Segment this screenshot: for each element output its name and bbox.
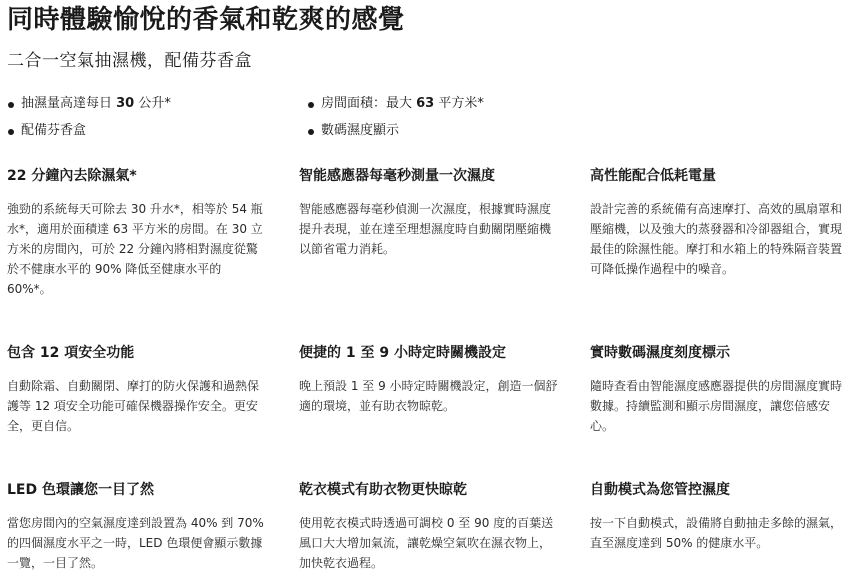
feature-safety (7, 344, 269, 436)
feature-timer (299, 344, 561, 416)
feature-title: 智能感應器每毫秒測量一次濕度 (299, 168, 495, 184)
feature-description: 晚上預設 1 至 9 小時定時關機設定，創造一個舒適的環境，並有助衣物晾乾。 (299, 379, 558, 413)
highlight-text: 數碼濕度顯示 (321, 123, 400, 138)
feature-title: 22 分鐘內去除濕氣* (7, 168, 137, 184)
feature-description: 設計完善的系統備有高速摩打、高效的風扇罩和壓縮機，以及強大的蒸發器和冷卻器組合，實現最佳的除濕性能。摩打和水箱上的特殊隔音裝置可降低操作過程中的噪音。 (590, 202, 843, 276)
highlight-item (307, 122, 399, 140)
highlight-text: 配備芬香盒 (21, 123, 87, 138)
highlight-item (307, 95, 484, 113)
feature-digital-humidity (590, 344, 852, 436)
feature-auto-mode (590, 481, 852, 553)
highlight-unit: 公升* (134, 96, 171, 111)
feature-description: 智能感應器每毫秒偵測一次濕度，根據實時濕度提升表現，並在達至理想濕度時自動關閉壓縮機以節省電力消耗。 (299, 202, 552, 256)
highlight-item (7, 95, 171, 113)
feature-dehumidify-22-min (7, 167, 269, 299)
feature-description: 使用乾衣模式時透過可調校 0 至 90 度的百葉送風口大大增加氣流，讓乾燥空氣吹在濕衣物上，加快乾衣過程。 (299, 516, 554, 570)
feature-description: 當您房間內的空氣濕度達到設置為 40% 到 70% 的四個濕度水平之一時，LED 色環便會顯示數據一覽，一目了然。 (7, 516, 264, 570)
feature-title: 實時數碼濕度刻度標示 (590, 345, 730, 361)
highlight-unit: 平方米* (434, 96, 484, 111)
page-subtitle: 二合一空氣抽濕機，配備芬香盒 (7, 51, 252, 71)
page-title: 同時體驗愉悅的香氣和乾爽的感覺 (7, 5, 405, 35)
feature-description: 自動除霜、自動關閉、摩打的防火保護和過熱保護等 12 項安全功能可確保機器操作安全。更安全，更自信。 (7, 379, 260, 433)
highlight-number: 63 (416, 96, 435, 111)
feature-led-ring (7, 481, 269, 573)
feature-description: 強勁的系統每天可除去 30 升水*，相等於 54 瓶水*，適用於面積達 63 平方米的房間。在 30 立方米的房間內，可於 22 分鐘內將相對濕度從驚於不健康水平的 90% 降低至健康水平的 60%*。 (7, 202, 263, 296)
highlight-text: 房間面積：最大 (321, 96, 417, 111)
feature-smart-sensor (299, 167, 561, 259)
feature-description: 隨時查看由智能濕度感應器提供的房間濕度實時數據。持續監測和顯示房間濕度，讓您倍感安心。 (590, 379, 843, 433)
feature-title: 包含 12 項安全功能 (7, 345, 135, 361)
feature-title: 乾衣模式有助衣物更快晾乾 (299, 482, 467, 498)
highlight-number: 30 (116, 96, 135, 111)
feature-title: 高性能配合低耗電量 (590, 168, 716, 184)
highlight-item (7, 122, 86, 140)
feature-description: 按一下自動模式，設備將自動抽走多餘的濕氣，直至濕度達到 50% 的健康水平。 (590, 516, 843, 550)
feature-title: 自動模式為您管控濕度 (590, 482, 730, 498)
feature-laundry-mode (299, 481, 561, 573)
feature-title: LED 色環讓您一目了然 (7, 482, 154, 498)
highlight-text: 抽濕量高達每日 (21, 96, 117, 111)
feature-high-performance (590, 167, 852, 279)
feature-title: 便捷的 1 至 9 小時定時關機設定 (299, 345, 506, 361)
